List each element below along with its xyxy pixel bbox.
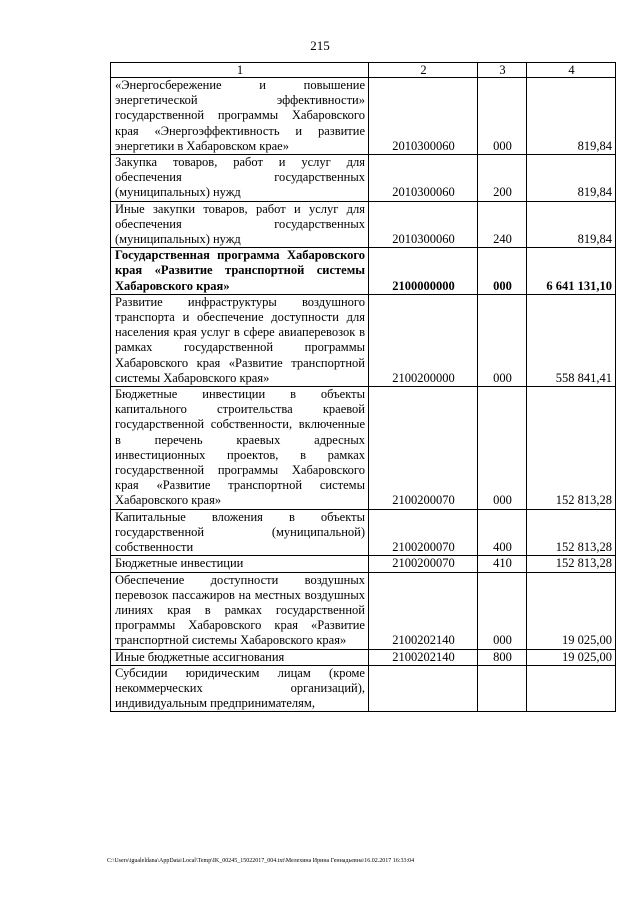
budget-table <box>110 62 616 712</box>
table-row <box>111 572 616 649</box>
row-vr: 000 <box>478 572 527 649</box>
file-path-footer: C:\Users\igualeldana\AppData\Local\Temp\IK_00245_15022017_004.txt\Мелехина Ирина Геннадьевна\16.02.2017 16:33:04 <box>107 858 415 864</box>
column-header-name: 1 <box>111 63 369 78</box>
row-name: Бюджетные инвестиции <box>111 556 369 572</box>
row-code: 2100200070 <box>369 509 478 556</box>
row-sum: 19 025,00 <box>527 649 616 665</box>
row-code: 2010300060 <box>369 78 478 155</box>
column-header-vr: 3 <box>478 63 527 78</box>
row-vr: 000 <box>478 387 527 510</box>
column-header-code: 2 <box>369 63 478 78</box>
table-header-row <box>111 63 616 78</box>
row-code: 2010300060 <box>369 201 478 248</box>
row-code: 2100202140 <box>369 572 478 649</box>
table-row <box>111 155 616 202</box>
table-row <box>111 509 616 556</box>
table-row <box>111 649 616 665</box>
row-name: Иные закупки товаров, работ и услуг для обеспечения государственных (муниципальных) нужд <box>111 201 369 248</box>
table-row <box>111 387 616 510</box>
row-code: 2100000000 <box>369 248 478 295</box>
table-row <box>111 248 616 295</box>
row-name: Государственная программа Хабаровского края «Развитие транспортной системы Хабаровского края» <box>111 248 369 295</box>
table-row <box>111 294 616 386</box>
row-vr: 200 <box>478 155 527 202</box>
row-vr: 000 <box>478 248 527 295</box>
row-name: Закупка товаров, работ и услуг для обеспечения государственных (муниципальных) нужд <box>111 155 369 202</box>
row-name: Субсидии юридическим лицам (кроме некоммерческих организаций), индивидуальным предпринимателям, <box>111 665 369 712</box>
row-code: 2100200070 <box>369 556 478 572</box>
row-name: Развитие инфраструктуры воздушного транспорта и обеспечение доступности для населения края услуг в сфере авиаперевозок в рамках государственной программы Хабаровского края «Развитие транспортной системы Хабаровского края» <box>111 294 369 386</box>
row-sum: 819,84 <box>527 78 616 155</box>
row-vr: 410 <box>478 556 527 572</box>
row-sum: 558 841,41 <box>527 294 616 386</box>
row-code: 2100200000 <box>369 294 478 386</box>
row-name: Обеспечение доступности воздушных перевозок пассажиров на местных воздушных линиях края в рамках государственной программы Хабаровского края «Развитие транспортной системы Хабаровского края» <box>111 572 369 649</box>
row-name: Иные бюджетные ассигнования <box>111 649 369 665</box>
row-sum: 819,84 <box>527 201 616 248</box>
row-sum: 19 025,00 <box>527 572 616 649</box>
row-sum: 6 641 131,10 <box>527 248 616 295</box>
row-code: 2100202140 <box>369 649 478 665</box>
table-row <box>111 78 616 155</box>
table-row <box>111 556 616 572</box>
row-sum <box>527 665 616 712</box>
row-code <box>369 665 478 712</box>
row-vr <box>478 665 527 712</box>
column-header-sum: 4 <box>527 63 616 78</box>
row-vr: 240 <box>478 201 527 248</box>
row-name: Бюджетные инвестиции в объекты капитального строительства краевой государственной собственности, включенные в перечень краевых адресных инвестиционных проектов, в рамках государственной программы Хабаровского края «Развитие транспортной системы Хабаровского края» <box>111 387 369 510</box>
row-sum: 819,84 <box>527 155 616 202</box>
table-row <box>111 201 616 248</box>
table-row <box>111 665 616 712</box>
row-sum: 152 813,28 <box>527 509 616 556</box>
row-vr: 000 <box>478 294 527 386</box>
row-vr: 400 <box>478 509 527 556</box>
page-number: 215 <box>310 38 330 53</box>
row-sum: 152 813,28 <box>527 556 616 572</box>
row-code: 2100200070 <box>369 387 478 510</box>
row-vr: 800 <box>478 649 527 665</box>
row-sum: 152 813,28 <box>527 387 616 510</box>
row-name: «Энергосбережение и повышение энергетической эффективности» государственной программы Хабаровского края «Энергоэффективность и развитие энергетики в Хабаровском крае» <box>111 78 369 155</box>
row-code: 2010300060 <box>369 155 478 202</box>
row-vr: 000 <box>478 78 527 155</box>
row-name: Капитальные вложения в объекты государственной (муниципальной) собственности <box>111 509 369 556</box>
